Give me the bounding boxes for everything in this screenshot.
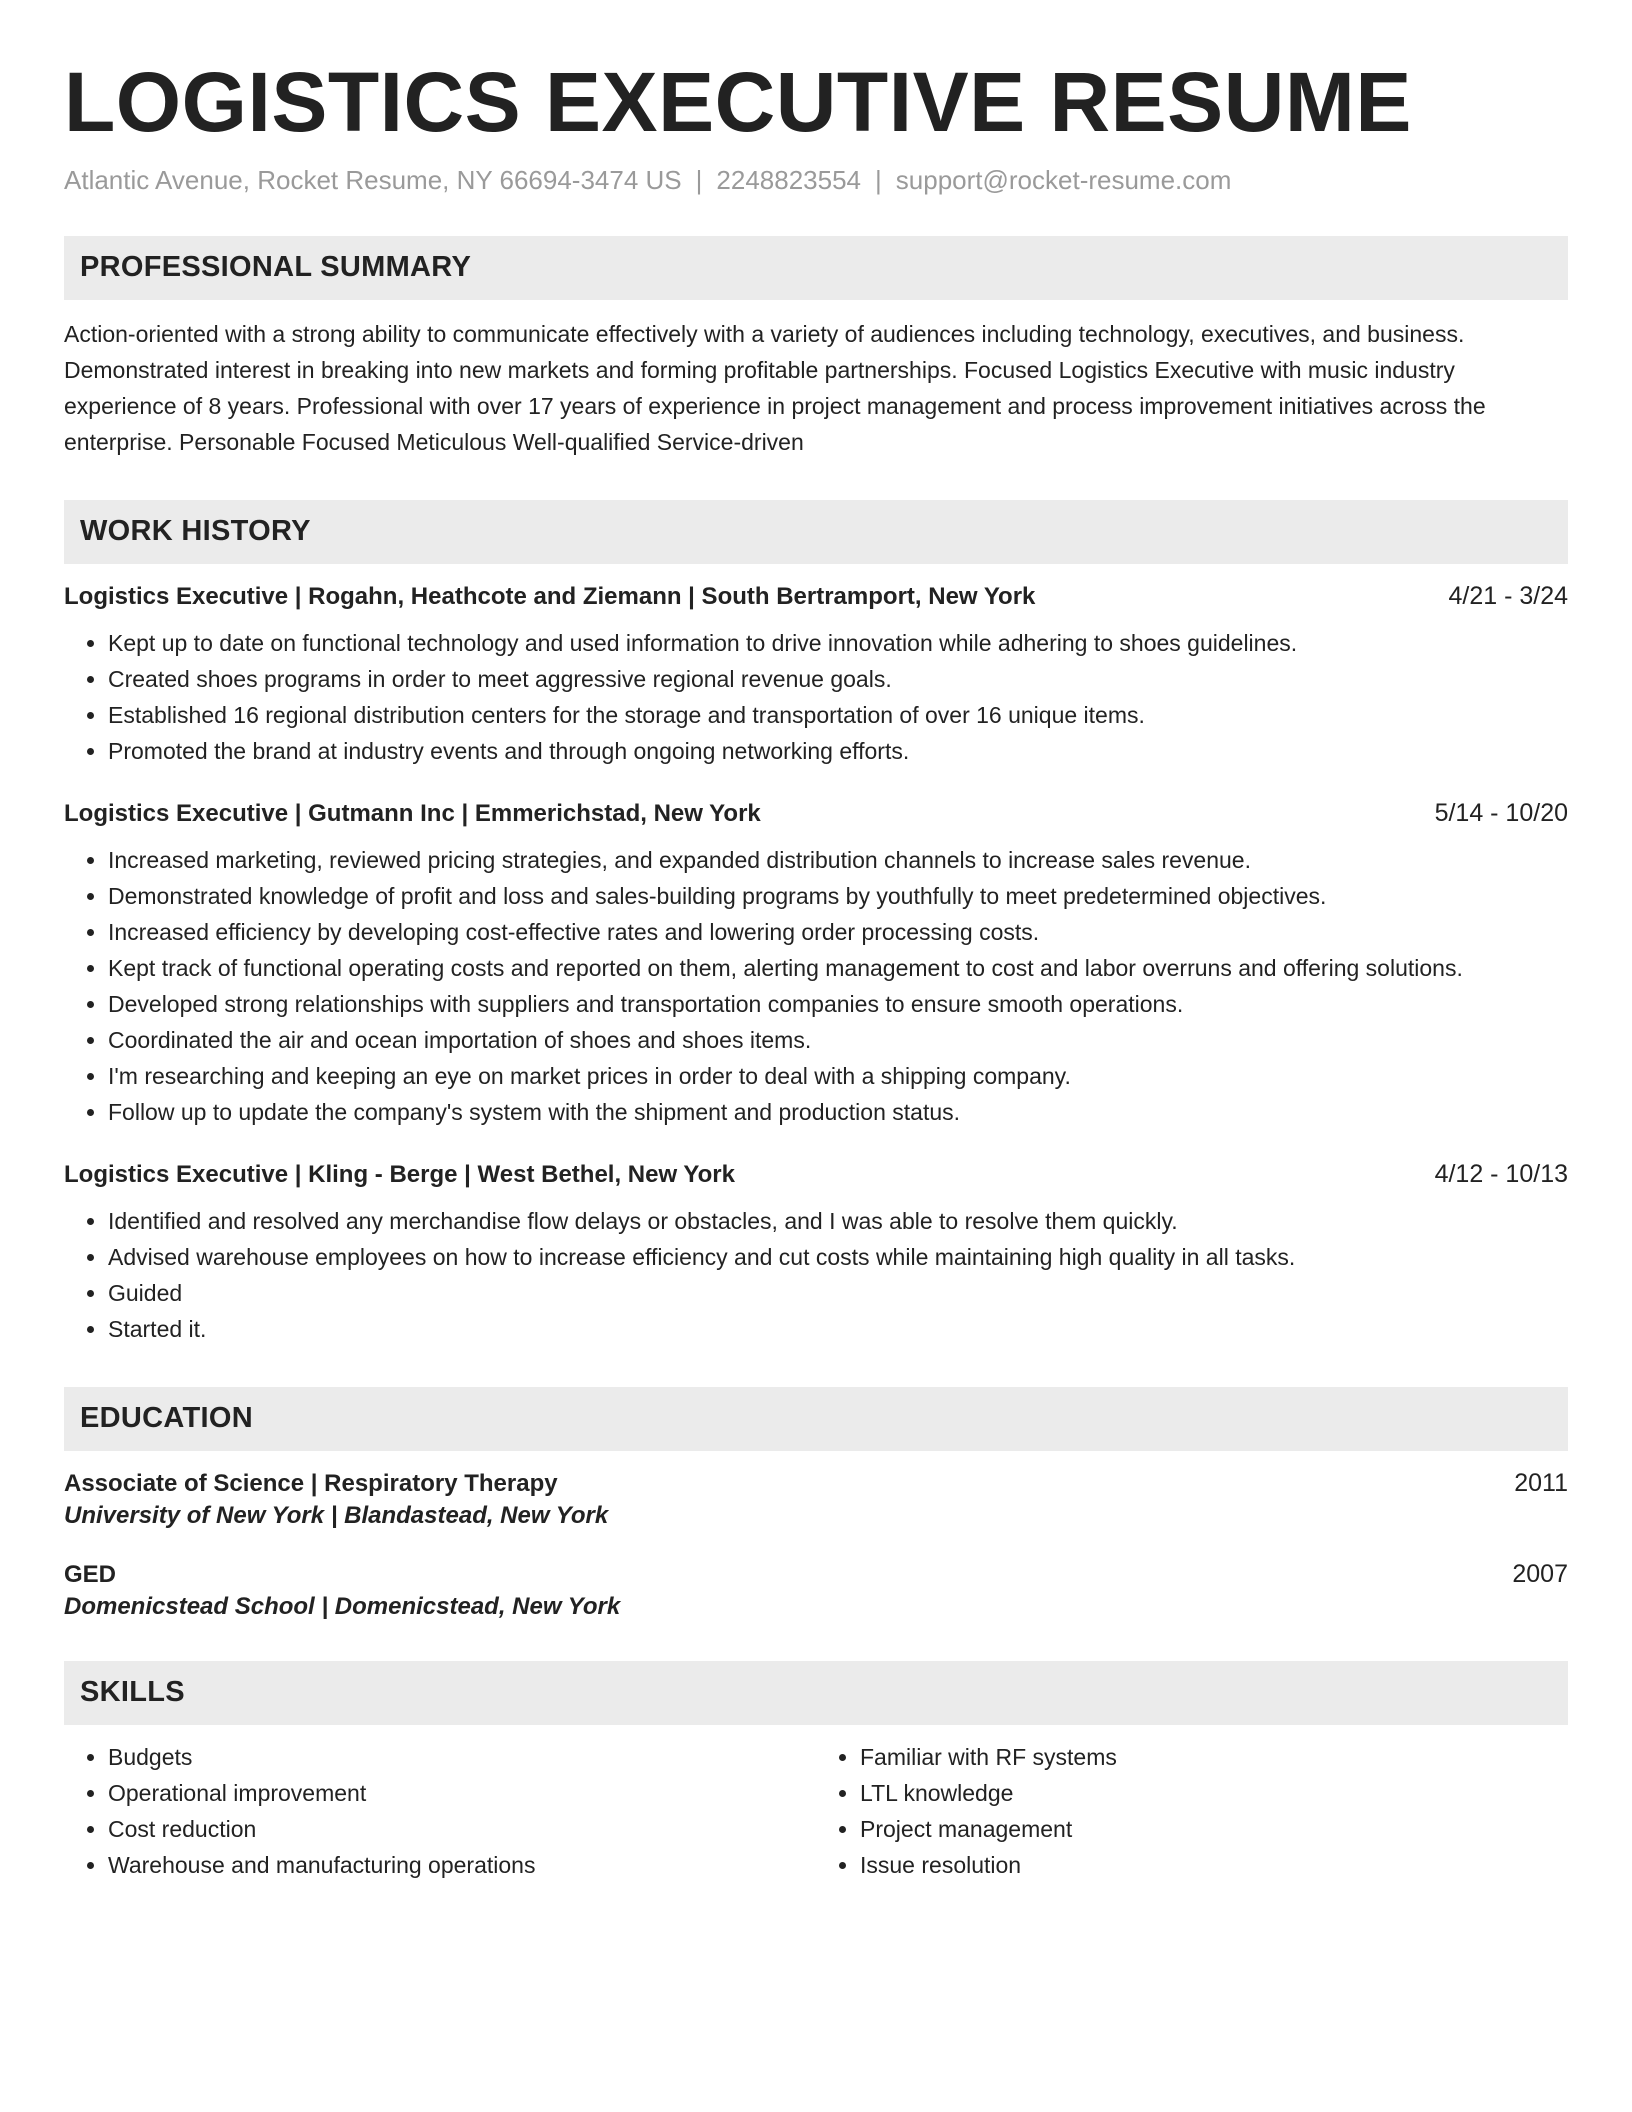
list-item: • Increased efficiency by developing cost-effective rates and lowering order processing costs. xyxy=(108,914,1568,950)
contact-line xyxy=(64,165,1568,196)
list-item: • Increased marketing, reviewed pricing strategies, and expanded distribution channels to increase sales revenue. xyxy=(108,842,1568,878)
list-item: • LTL knowledge xyxy=(860,1775,1568,1811)
job-title: Logistics Executive | Gutmann Inc | Emmerichstad, New York xyxy=(64,799,761,827)
list-item: • Started it. xyxy=(108,1311,1568,1347)
list-item: • Kept up to date on functional technology and used information to drive innovation while adhering to shoes guidelines. xyxy=(108,625,1568,661)
education-entry xyxy=(64,1469,1568,1530)
job-title: Logistics Executive | Kling - Berge | West Bethel, New York xyxy=(64,1160,735,1188)
list-item: • Coordinated the air and ocean importation of shoes and shoes items. xyxy=(108,1022,1568,1058)
skills-list-right xyxy=(816,1739,1568,1883)
list-item: • Project management xyxy=(860,1811,1568,1847)
list-item: • Familiar with RF systems xyxy=(860,1739,1568,1775)
separator: | xyxy=(875,164,882,195)
list-item: • Cost reduction xyxy=(108,1811,816,1847)
job-bullets xyxy=(64,1203,1568,1347)
job-entry xyxy=(64,799,1568,1130)
list-item: • I'm researching and keeping an eye on market prices in order to deal with a shipping company. xyxy=(108,1058,1568,1094)
section-heading: SKILLS xyxy=(64,1661,1568,1725)
separator: | xyxy=(695,164,703,195)
job-entry xyxy=(64,582,1568,769)
job-bullets xyxy=(64,625,1568,769)
list-item: • Operational improvement xyxy=(108,1775,816,1811)
job-title: Logistics Executive | Rogahn, Heathcote and Ziemann | South Bertramport, New York xyxy=(64,582,1036,610)
education-section xyxy=(64,1387,1568,1621)
summary-text: Action-oriented with a strong ability to communicate effectively with a variety of audiences including technology, executives, and business. Demonstrated interest in breaking into new markets and forming profitable partnerships. Focused Logistics Executive with music industry experience of 8 years. Professional with over 17 years of experience in project management and process improvement initiatives across the enterprise. Personable Focused Meticulous Well-qualified Service-driven xyxy=(64,320,1486,455)
email: support@rocket-resume.com xyxy=(895,164,1232,195)
job-bullets xyxy=(64,842,1568,1130)
list-item: • Budgets xyxy=(108,1739,816,1775)
list-item: • Issue resolution xyxy=(860,1847,1568,1883)
degree: Associate of Science | Respiratory Therapy xyxy=(64,1469,558,1497)
job-dates: 4/21 - 3/24 xyxy=(1448,581,1568,610)
list-item: • Follow up to update the company's system with the shipment and production status. xyxy=(108,1094,1568,1130)
section-heading: EDUCATION xyxy=(64,1387,1568,1451)
resume-title: LOGISTICS EXECUTIVE RESUME xyxy=(64,55,1412,149)
list-item: • Established 16 regional distribution centers for the storage and transportation of over 16 unique items. xyxy=(108,697,1568,733)
list-item: • Warehouse and manufacturing operations xyxy=(108,1847,816,1883)
list-item: • Promoted the brand at industry events and through ongoing networking efforts. xyxy=(108,733,1568,769)
school: Domenicstead School | Domenicstead, New York xyxy=(64,1592,621,1620)
list-item: • Identified and resolved any merchandise flow delays or obstacles, and I was able to resolve them quickly. xyxy=(108,1203,1568,1239)
graduation-year: 2007 xyxy=(1512,1559,1568,1588)
job-dates: 4/12 - 10/13 xyxy=(1434,1159,1568,1188)
list-item: • Created shoes programs in order to meet aggressive regional revenue goals. xyxy=(108,661,1568,697)
job-entry xyxy=(64,1160,1568,1347)
section-heading: WORK HISTORY xyxy=(64,500,1568,564)
list-item: • Advised warehouse employees on how to increase efficiency and cut costs while maintaining high quality in all tasks. xyxy=(108,1239,1568,1275)
job-dates: 5/14 - 10/20 xyxy=(1434,798,1568,827)
summary-section xyxy=(64,236,1568,460)
skills-section xyxy=(64,1661,1568,1883)
school: University of New York | Blandastead, New York xyxy=(64,1501,609,1529)
list-item: • Guided xyxy=(108,1275,1568,1311)
list-item: • Kept track of functional operating costs and reported on them, alerting management to cost and labor overruns and offering solutions. xyxy=(108,950,1568,986)
address: Atlantic Avenue, Rocket Resume, NY 66694-3474 US xyxy=(64,164,682,195)
section-heading: PROFESSIONAL SUMMARY xyxy=(64,236,1568,300)
phone: 2248823554 xyxy=(716,164,862,195)
graduation-year: 2011 xyxy=(1514,1468,1568,1497)
skills-columns xyxy=(64,1739,1568,1883)
list-item: • Demonstrated knowledge of profit and loss and sales-building programs by youthfully to meet predetermined objectives. xyxy=(108,878,1568,914)
list-item: • Developed strong relationships with suppliers and transportation companies to ensure smooth operations. xyxy=(108,986,1568,1022)
degree: GED xyxy=(64,1560,117,1588)
work-history-section xyxy=(64,500,1568,1347)
education-entry xyxy=(64,1560,1568,1621)
skills-list-left xyxy=(64,1739,816,1883)
